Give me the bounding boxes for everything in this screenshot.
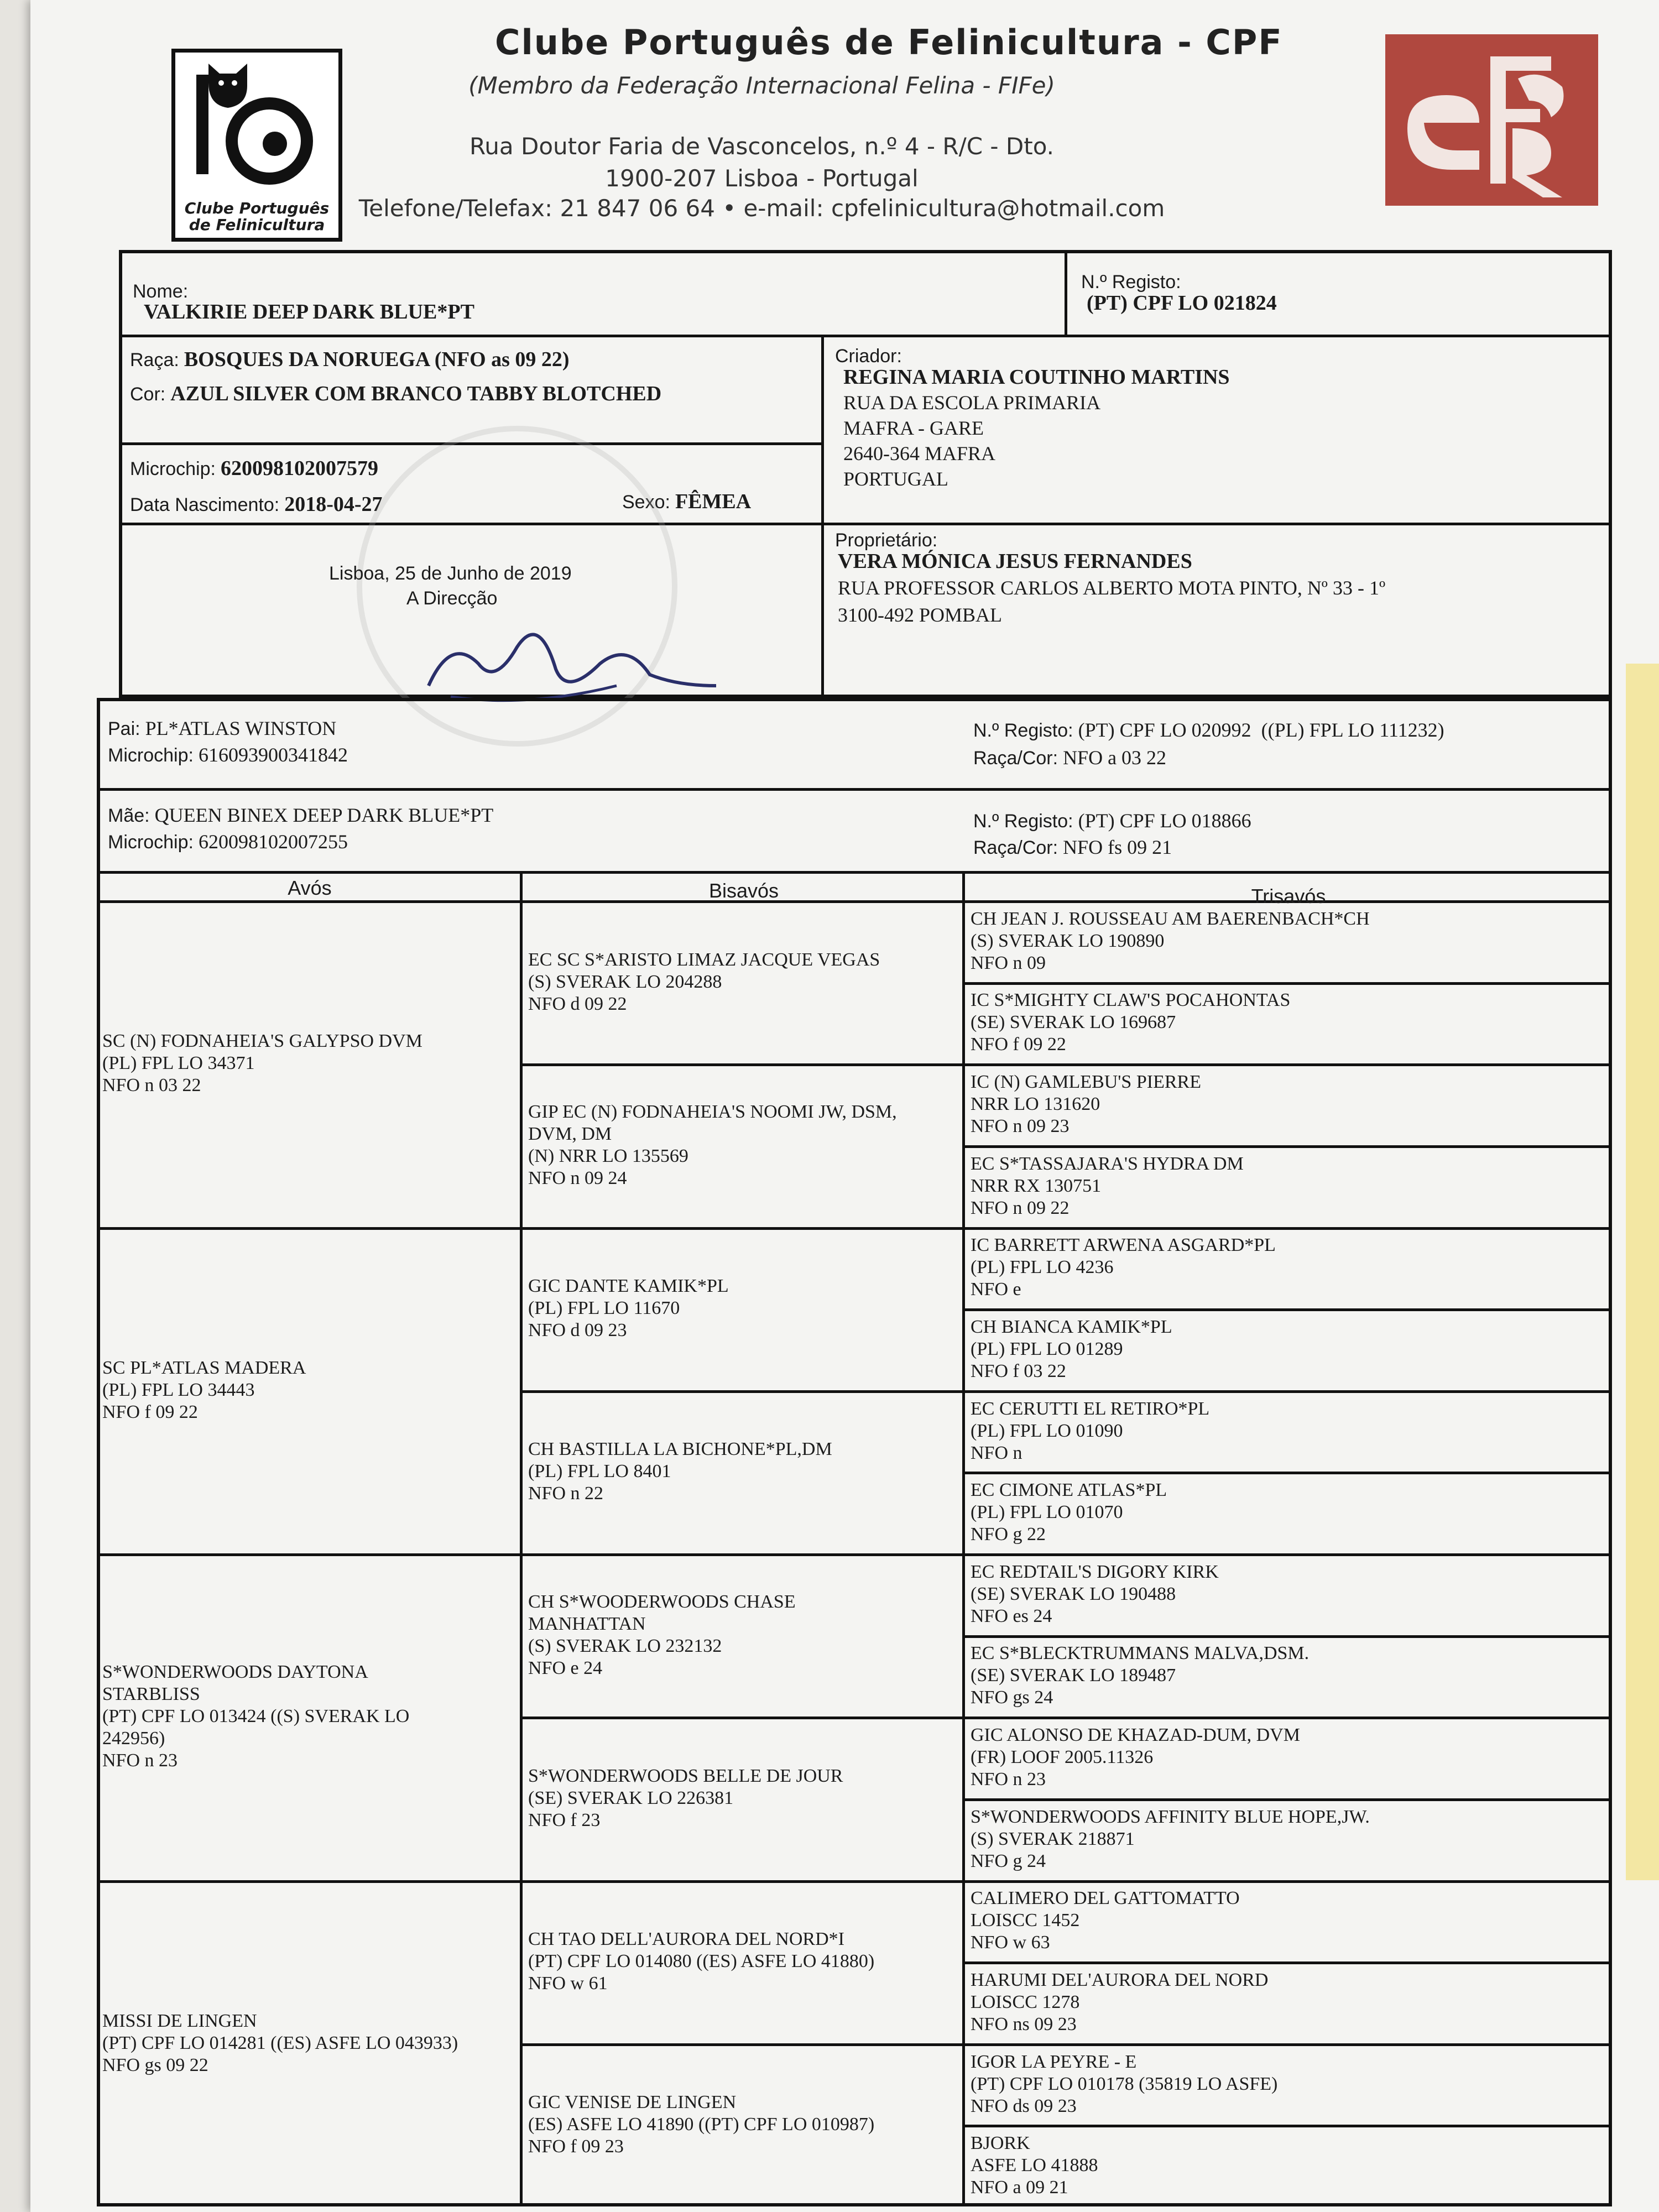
great-great-grandparent-entry: GIC ALONSO DE KHAZAD-DUM, DVM (FR) LOOF 2005.11326 NFO n 23 [971, 1725, 1300, 1790]
column-header-grandparents: Avós [288, 877, 332, 899]
certificate-paper [30, 0, 1659, 2212]
sex-label: Sexo: [622, 492, 670, 513]
breeder-address-4: PORTUGAL [843, 468, 948, 490]
divider [520, 1880, 965, 1883]
divider [962, 1145, 1612, 1148]
great-great-grandparent-entry: BJORK ASFE LO 41888 NFO a 09 21 [971, 2133, 1098, 2198]
divider [962, 1063, 1612, 1066]
dam-reg-row [973, 808, 1251, 833]
registration-label: N.º Registo: [1081, 272, 1181, 293]
sire-chip-row [108, 743, 348, 768]
great-great-grandparent-entry: HARUMI DEL'AURORA DEL NORD LOISCC 1278 NFO ns 09 23 [971, 1969, 1269, 2034]
cat-name: VALKIRIE DEEP DARK BLUE*PT [144, 300, 474, 324]
great-great-grandparent-entry: EC CIMONE ATLAS*PL (PL) FPL LO 01070 NFO g 22 [971, 1480, 1167, 1545]
dam-chip-label: Microchip: [108, 832, 194, 853]
dam-bc: NFO fs 09 21 [1063, 836, 1172, 858]
dam-label: Mãe: [108, 805, 150, 826]
great-great-grandparent-entry: EC CERUTTI EL RETIRO*PL (PL) FPL LO 01090 NFO n [971, 1398, 1210, 1463]
sire-chip-label: Microchip: [108, 745, 194, 766]
contact-line: Telefone/Telefax: 21 847 06 64 • e-mail: cpfelinicultura@hotmail.com [358, 195, 1165, 222]
grandparent-entry: SC (N) FODNAHEIA'S GALYPSO DVM (PL) FPL LO 34371 NFO n 03 22 [102, 1031, 422, 1096]
sire-bc: NFO a 03 22 [1063, 747, 1167, 769]
dam-chip-row [108, 830, 348, 854]
divider [97, 1553, 523, 1556]
divider [520, 1063, 965, 1066]
great-great-grandparent-entry: CH BIANCA KAMIK*PL (PL) FPL LO 01289 NFO f 03 22 [971, 1316, 1172, 1381]
great-great-grandparent-entry: CH JEAN J. ROUSSEAU AM BAERENBACH*CH (S) SVERAK LO 190890 NFO n 09 [971, 908, 1370, 973]
registration-number: (PT) CPF LO 021824 [1087, 291, 1277, 315]
logo-text-line2: de Felinicultura [189, 216, 325, 234]
sire-label: Pai: [108, 718, 140, 739]
great-grandparent-entry: CH S*WOODERWOODS CHASE MANHATTAN (S) SVERAK LO 232132 NFO e 24 [528, 1591, 796, 1678]
logo-text-line1: Clube Português [184, 199, 330, 217]
divider [962, 871, 965, 2206]
issue-signatory: A Direcção [406, 588, 498, 609]
divider [520, 2043, 965, 2046]
divider [97, 871, 1612, 874]
breeder-name: REGINA MARIA COUTINHO MARTINS [843, 366, 1230, 389]
sire-reg-row [973, 718, 1444, 743]
great-great-grandparent-entry: CALIMERO DEL GATTOMATTO LOISCC 1452 NFO w 63 [971, 1888, 1240, 1953]
great-great-grandparent-entry: IC BARRETT ARWENA ASGARD*PL (PL) FPL LO 4236 NFO e [971, 1235, 1276, 1300]
divider [962, 2125, 1612, 2127]
breeder-address-2: MAFRA - GARE [843, 417, 984, 439]
sire-row [108, 716, 336, 741]
divider [962, 2043, 1612, 2046]
club-name: Clube Português de Felinicultura - CPF [495, 22, 1283, 62]
great-grandparent-entry: GIC VENISE DE LINGEN (ES) ASFE LO 41890 ((PT) CPF LO 010987) NFO f 09 23 [528, 2092, 875, 2157]
divider [962, 1227, 1612, 1230]
great-great-grandparent-entry: IC (N) GAMLEBU'S PIERRE NRR LO 131620 NFO n 09 23 [971, 1072, 1201, 1137]
color-row [130, 382, 661, 406]
membership-line: (Membro da Federação Internacional Felina - FIFe) [468, 72, 1055, 99]
sire-chip: 616093900341842 [198, 744, 348, 766]
great-grandparent-entry: CH TAO DELL'AURORA DEL NORD*I (PT) CPF LO 014080 ((ES) ASFE LO 41880) NFO w 61 [528, 1929, 875, 1994]
divider [520, 1227, 965, 1230]
great-great-grandparent-entry: EC REDTAIL'S DIGORY KIRK (SE) SVERAK LO 190488 NFO es 24 [971, 1561, 1219, 1626]
great-grandparent-entry: CH BASTILLA LA BICHONE*PL,DM (PL) FPL LO 8401 NFO n 22 [528, 1439, 832, 1504]
grandparent-entry: SC PL*ATLAS MADERA (PL) FPL LO 34443 NFO f 09 22 [102, 1357, 306, 1422]
issue-place-date: Lisboa, 25 de Junho de 2019 [329, 563, 572, 584]
divider [520, 1553, 965, 1556]
divider [962, 1717, 1612, 1719]
great-grandparent-entry: EC SC S*ARISTO LIMAZ JACQUE VEGAS (S) SVERAK LO 204288 NFO d 09 22 [528, 949, 880, 1014]
dam-bc-label: Raça/Cor: [973, 837, 1058, 858]
dam-bc-row [973, 835, 1172, 860]
divider [962, 1961, 1612, 1964]
great-great-grandparent-entry: IC S*MIGHTY CLAW'S POCAHONTAS (SE) SVERAK LO 169687 NFO f 09 22 [971, 990, 1291, 1055]
divider [520, 871, 523, 2206]
great-great-grandparent-entry: EC S*BLECKTRUMMANS MALVA,DSM. (SE) SVERAK LO 189487 NFO gs 24 [971, 1643, 1310, 1708]
divider [962, 982, 1612, 985]
divider [1065, 250, 1067, 335]
owner-address-2: 3100-492 POMBAL [838, 604, 1003, 626]
address-line-1: Rua Doutor Faria de Vasconcelos, n.º 4 - R/C - Dto. [469, 133, 1055, 160]
divider [962, 1635, 1612, 1638]
dob-value: 2018-04-27 [284, 493, 383, 516]
sire-reg-label: N.º Registo: [973, 720, 1073, 741]
dam-reg-label: N.º Registo: [973, 811, 1073, 832]
sex-value: FÊMEA [675, 490, 752, 513]
breeder-address-1: RUA DA ESCOLA PRIMARIA [843, 392, 1101, 414]
great-great-grandparent-entry: IGOR LA PEYRE - E (PT) CPF LO 010178 (35819 LO ASFE) NFO ds 09 23 [971, 2051, 1278, 2116]
divider [962, 1472, 1612, 1474]
owner-name: VERA MÓNICA JESUS FERNANDES [838, 550, 1192, 573]
signature-icon [418, 603, 727, 713]
microchip-row [130, 456, 378, 481]
divider [962, 1553, 1612, 1556]
divider [119, 335, 1612, 337]
breed-value: BOSQUES DA NORUEGA (NFO as 09 22) [184, 348, 570, 371]
divider [520, 1390, 965, 1393]
sire-reg: (PT) CPF LO 020992 ((PL) FPL LO 111232) [1078, 719, 1444, 741]
dob-label: Data Nascimento: [130, 494, 280, 515]
color-value: AZUL SILVER COM BRANCO TABBY BLOTCHED [170, 382, 662, 405]
breeder-address-3: 2640-364 MAFRA [843, 442, 996, 465]
divider [962, 1308, 1612, 1311]
column-header-great-grandparents: Bisavós [708, 879, 779, 902]
owner-address-1: RUA PROFESSOR CARLOS ALBERTO MOTA PINTO, Nº 33 - 1º [838, 577, 1386, 599]
great-great-grandparent-entry: S*WONDERWOODS AFFINITY BLUE HOPE,JW. (S) SVERAK 218871 NFO g 24 [971, 1806, 1370, 1871]
great-great-grandparent-entry: EC S*TASSAJARA'S HYDRA DM NRR RX 130751 NFO n 09 22 [971, 1153, 1244, 1218]
paper-edge [1626, 664, 1659, 1880]
dam-row [108, 803, 493, 828]
divider [962, 1390, 1612, 1393]
dam-reg: (PT) CPF LO 018866 [1078, 810, 1251, 832]
breed-row [130, 347, 570, 372]
divider [520, 1717, 965, 1719]
great-grandparent-entry: GIP EC (N) FODNAHEIA'S NOOMI JW, DSM, DVM, DM (N) NRR LO 135569 NFO n 09 24 [528, 1101, 897, 1188]
divider [119, 523, 1612, 525]
dob-row [130, 492, 383, 517]
color-label: Cor: [130, 384, 166, 405]
sire-bc-row [973, 745, 1166, 770]
divider [962, 1880, 1612, 1883]
breeder-label: Criador: [835, 346, 902, 367]
address-line-2: 1900-207 Lisboa - Portugal [605, 165, 919, 192]
divider [962, 1798, 1612, 1801]
divider [97, 1227, 523, 1230]
divider [821, 335, 824, 698]
great-grandparent-entry: S*WONDERWOODS BELLE DE JOUR (SE) SVERAK LO 226381 NFO f 23 [528, 1765, 843, 1830]
sire-name: PL*ATLAS WINSTON [145, 717, 337, 739]
microchip-label: Microchip: [130, 458, 216, 479]
dam-name: QUEEN BINEX DEEP DARK BLUE*PT [154, 804, 494, 826]
dam-chip: 620098102007255 [198, 831, 348, 853]
divider [97, 788, 1612, 791]
owner-label: Proprietário: [835, 530, 938, 551]
great-grandparent-entry: GIC DANTE KAMIK*PL (PL) FPL LO 11670 NFO d 09 23 [528, 1276, 729, 1341]
grandparent-entry: MISSI DE LINGEN (PT) CPF LO 014281 ((ES) ASFE LO 043933) NFO gs 09 22 [102, 2010, 458, 2075]
column-header-great-great-grandparents: Trisavós [1251, 885, 1326, 907]
breed-label: Raça: [130, 349, 179, 371]
name-label: Nome: [133, 281, 189, 302]
divider [97, 1880, 523, 1883]
grandparent-entry: S*WONDERWOODS DAYTONA STARBLISS (PT) CPF LO 013424 ((S) SVERAK LO 242956) NFO n 23 [102, 1662, 410, 1771]
microchip-value: 620098102007579 [220, 457, 378, 480]
sire-bc-label: Raça/Cor: [973, 748, 1058, 769]
